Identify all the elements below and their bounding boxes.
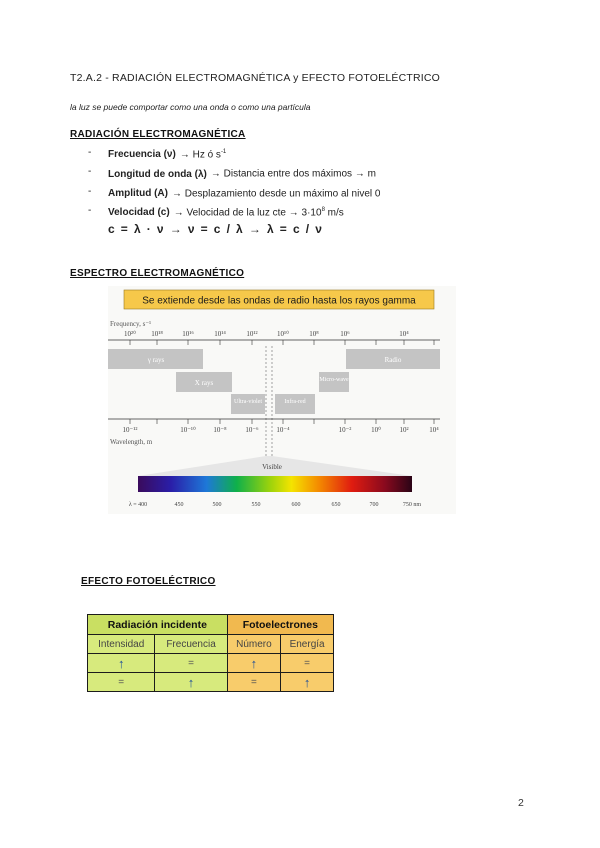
table-cell: = [88, 673, 155, 692]
table-cell: ↑ [281, 673, 334, 692]
band-micro-label: Micro-wave [319, 377, 349, 383]
table-cell: = [155, 654, 227, 673]
table-cell: ↑ [88, 654, 155, 673]
section-heading-radiacion: RADIACIÓN ELECTROMAGNÉTICA [70, 129, 246, 140]
spectrum-diagram [108, 286, 456, 514]
wave-tick: 10² [399, 426, 409, 434]
section-heading-espectro: ESPECTRO ELECTROMAGNÉTICO [70, 268, 245, 279]
nm-tick: 750 nm [402, 502, 422, 508]
subheader-energia: Energía [281, 635, 334, 654]
table-row [88, 673, 334, 692]
freq-tick: 10¹⁴ [214, 330, 226, 338]
page-title: T2.A.2 - RADIACIÓN ELECTROMAGNÉTICA y EFECTO FOTOELÉCTRICO [70, 72, 441, 84]
list-item: - Longitud de onda (λ) → Distancia entre dos máximos → m [88, 166, 376, 180]
band-ir-label: Infra-red [284, 399, 306, 405]
wave-tick: 10⁰ [371, 426, 381, 434]
nm-tick: 450 [174, 502, 184, 508]
freq-tick: 10²⁰ [124, 330, 136, 338]
table-row [88, 654, 334, 673]
freq-tick: 10¹⁶ [182, 330, 194, 338]
table-cell: ↑ [155, 673, 227, 692]
nm-tick: 550 [251, 502, 261, 508]
nm-tick: 600 [291, 502, 301, 508]
wave-tick: 10⁻² [338, 426, 352, 434]
wave-tick: 10⁻¹² [122, 426, 138, 434]
nm-tick: λ = 400 [128, 502, 148, 508]
wave-tick: 10⁻⁸ [213, 426, 227, 434]
wave-tick: 10⁻⁶ [245, 426, 259, 434]
band-uv-label: Ultra-violet [234, 399, 262, 405]
table-cell: ↑ [227, 654, 281, 673]
wave-formula: c = λ · ν → ν = c / λ → λ = c / ν [108, 222, 323, 236]
table-header-row [88, 615, 334, 635]
wave-tick: 10⁴ [429, 426, 439, 434]
subheader-numero: Número [227, 635, 281, 654]
freq-tick: 10⁴ [399, 330, 409, 338]
wavelength-label: Wavelength, m [110, 438, 153, 446]
radiacion-list [88, 144, 528, 221]
spectrum-banner-text: Se extiende desde las ondas de radio hasta los rayos gamma [142, 295, 416, 307]
list-item: - Frecuencia (ν) → Hz ó $s^{-1}$ [88, 147, 227, 161]
visible-label: Visible [262, 463, 282, 471]
page-subtitle: la luz se puede comportar como una onda o como una partícula [70, 102, 311, 112]
wave-tick: 10⁻¹⁰ [180, 426, 196, 434]
page-number: 2 [518, 797, 524, 809]
nm-tick: 650 [331, 502, 341, 508]
freq-tick: 10¹⁸ [151, 330, 163, 338]
wave-tick: 10⁻⁴ [276, 426, 290, 434]
photoelectric-table [87, 614, 334, 692]
band-radio-label: Radio [384, 356, 402, 364]
band-xray-label: X rays [194, 379, 214, 387]
nm-tick: 700 [369, 502, 379, 508]
header-fotoelectrones: Fotoelectrones [227, 615, 333, 635]
freq-tick: 10¹⁰ [277, 330, 289, 338]
table-cell: = [281, 654, 334, 673]
table-cell: = [227, 673, 281, 692]
freq-tick: 10⁸ [309, 330, 319, 338]
list-item: - Velocidad (c) → Velocidad de la luz cte → $3\cdot 10^8$ m/s [88, 204, 344, 219]
table-subheader-row [88, 635, 334, 654]
subheader-intensidad: Intensidad [88, 635, 155, 654]
visible-spectrum-bar [138, 476, 412, 492]
freq-tick: 10¹² [246, 330, 258, 338]
spectrum-svg [108, 286, 456, 514]
list-item: - Amplitud (A) → Desplazamiento desde un máximo al nivel 0 [88, 185, 381, 199]
freq-tick: 10⁶ [340, 330, 350, 338]
header-radiacion: Radiación incidente [88, 615, 228, 635]
band-gamma-label: γ rays [147, 356, 165, 364]
frequency-label: Frequency, s⁻¹ [110, 320, 152, 328]
subheader-frecuencia: Frecuencia [155, 635, 227, 654]
section-heading-efecto: EFECTO FOTOELÉCTRICO [81, 576, 216, 587]
nm-tick: 500 [212, 502, 222, 508]
